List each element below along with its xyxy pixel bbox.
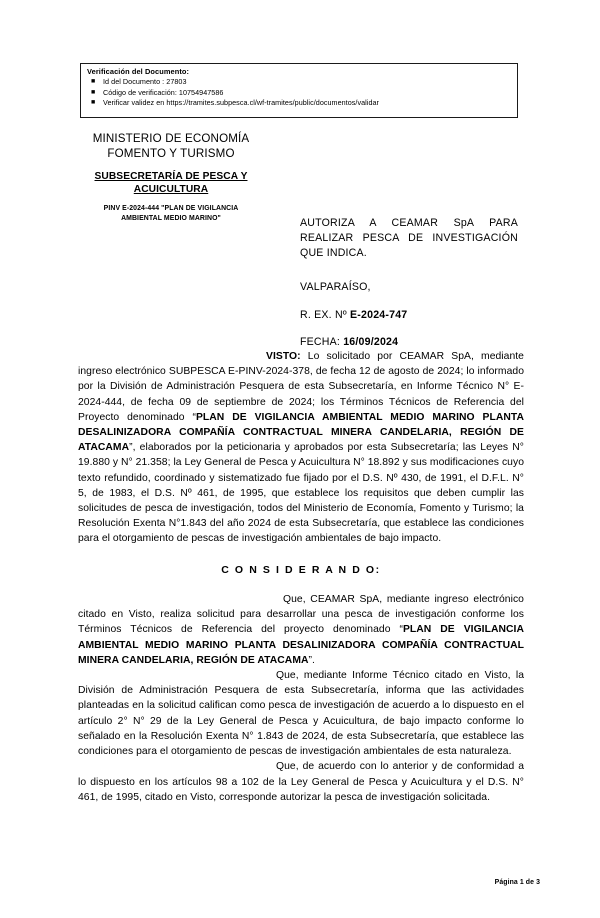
page-footer: Página 1 de 3 [494,879,540,886]
resolution-number: E-2024-747 [350,308,408,321]
considerando-1-text-part-1: Que, CEAMAR SpA, mediante ingreso electrónico citado en Visto, realiza solicitud para desarrollar una pesca de investigación conforme los Términos Técnicos de Referencia del proyecto denominado “ [78,594,524,636]
document-verification-box [80,63,518,118]
bullet-icon: ■ [91,88,96,96]
date-value: 16/09/2024 [343,336,399,349]
verification-item-url [91,98,517,108]
visto-heading: VISTO: [266,351,301,362]
considerando-paragraph-1 [78,592,524,668]
date-label: FECHA: [300,336,344,349]
verification-item-text: Id del Documento : 27803 [103,77,187,87]
ministry-line-1: MINISTERIO DE ECONOMÍA [92,132,250,145]
subsecretaria-line-2: ACUICULTURA [133,184,209,196]
visto-text-part-2: ”, elaborados por la peticionaria y aprobados por esta Subsecretaría; las Leyes N° 19.880 y N° 21.358; la Ley General de Pesca y Acuicultura N° 18.892 y sus modificaciones cuyo texto refundido, coordinado y sistematizado fue fijado por el D.S. Nº 430, de 1991, el D.F.L. N° 5, de 1983, el D.S. Nº 461, de 1995, que establece los requisitos que deben cumplir las solicitudes de pesca de investigación, todos del Ministerio de Economía, Fomento y Turismo; la Resolución Exenta N°1.843 del año 2024 de esta Subsecretaría, que establece las condiciones para el otorgamiento de pescas de investigación ambientales de bajo impacto. [78,442,524,545]
verification-list [81,77,517,108]
pinv-reference [40,204,302,223]
issue-city: VALPARAÍSO, [300,281,371,293]
document-body [78,349,524,805]
verification-item-document-id [91,77,517,87]
visto-paragraph [78,349,524,547]
resolution-number-line [300,309,520,322]
resolution-label: R. EX. Nº [300,308,351,321]
document-meta [300,281,520,349]
pinv-line-2: AMBIENTAL MEDIO MARINO" [121,214,221,222]
considerando-heading: C O N S I D E R A N D O: [221,563,381,576]
bullet-icon: ■ [91,78,96,86]
subsecretaria-name [40,170,302,197]
ministry-line-2: FOMENTO Y TURISMO [107,147,235,161]
pinv-line-1: PINV E-2024-444 "PLAN DE VIGILANCIA [103,205,239,213]
bullet-icon: ■ [91,99,96,107]
considerando-1-project-title: PLAN DE VIGILANCIA AMBIENTAL MEDIO MARINO PLANTA DESALINIZADORA COMPAÑÍA CONTRACTUAL MINERA CANDELARIA, REGIÓN DE ATACAMA [78,624,524,666]
considerando-paragraph-2 [78,668,524,759]
issue-date-line [300,336,520,349]
considerando-3-text: Que, de acuerdo con lo anterior y de conformidad a lo dispuesto en los artículos 98 a 102 de la Ley General de Pesca y Acuicultura y el D.S. N° 461, de 1995, citado en Visto, corresponde autorizar la pesca de investigación solicitada. [78,761,524,803]
verification-title: Verificación del Documento: [87,67,190,76]
verification-item-text: Verificar validez en https://tramites.subpesca.cl/wf-tramites/public/documentos/validar [103,98,379,108]
verification-item-code [91,87,517,98]
ministry-name [40,131,302,162]
considerando-1-text-part-2: ”. [308,654,315,666]
subsecretaria-line-1: SUBSECRETARÍA DE PESCA Y [94,170,248,182]
visto-text-part-1: Lo solicitado por CEAMAR SpA, mediante ingreso electrónico SUBPESCA E-PINV-2024-378, de fecha 12 de agosto de 2024; lo informado por la División de Administración Pesquera de esta Subsecretaría, en Informe Técnico N° E-2024-444, de fecha 09 de septiembre de 2024; los Términos Técnicos de Referencia del Proyecto denominado “ [78,351,524,423]
considerando-2-text: Que, mediante Informe Técnico citado en Visto, la División de Administración Pesquera de esta Subsecretaría, informa que las actividades planteadas en la solicitud califican como pesca de investigación de acuerdo a lo dispuesto en el artículo 2° N° 29 de la Ley General de Pesca y Acuicultura, de bajo impacto conforme lo señalado en la Resolución Exenta N° 1.843 de 2024, de esta Subsecretaría, que establece las condiciones para el otorgamiento de pescas de investigación ambientales de esta naturaleza. [78,670,524,758]
visto-project-title: PLAN DE VIGILANCIA AMBIENTAL MEDIO MARINO PLANTA DESALINIZADORA COMPAÑÍA CONTRACTUAL MINERA CANDELARIA, REGIÓN DE ATACAMA [78,411,524,454]
considerando-paragraph-3 [78,759,524,805]
letterhead [40,131,302,223]
verification-item-text: Código de verificación: 10754947586 [103,87,224,97]
document-subject: AUTORIZA A CEAMAR SpA PARA REALIZAR PESCA DE INVESTIGACIÓN QUE INDICA. [300,217,518,260]
